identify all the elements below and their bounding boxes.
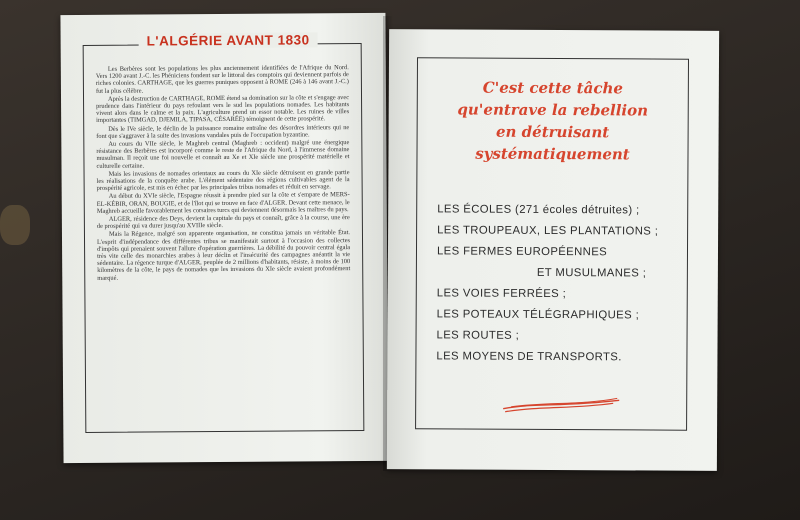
list-item: ET MUSULMANES ;: [536, 266, 647, 280]
left-page-title: L'ALGÉRIE AVANT 1830: [139, 32, 318, 48]
left-frame: [83, 32, 365, 433]
slogan: [417, 76, 687, 165]
list-item: LES POTEAUX TÉLÉGRAPHIQUES ;: [436, 308, 640, 322]
slogan-line: qu'entrave la rebellion: [457, 100, 649, 120]
slogan-line: en détruisant: [495, 122, 610, 142]
list-item: LES TROUPEAUX, LES PLANTATIONS ;: [437, 224, 659, 238]
list-item: LES ROUTES ;: [436, 329, 520, 342]
slogan-line: C'est cette tâche: [482, 78, 623, 98]
list-item: LES FERMES EUROPÉENNES: [436, 245, 608, 259]
list-item: LES MOYENS DE TRANSPORTS.: [436, 350, 622, 364]
paragraph: ALGER, résidence des Deys, devient la capitale du pays et connaît, grâce à la course, une ère de prospérité qui va durer jusqu'au XVIIIe siècle.: [96, 214, 350, 231]
left-page: [60, 13, 388, 463]
list-item: LES VOIES FERRÉES ;: [436, 287, 567, 301]
paragraph: Après la destruction de CARTHAGE, ROME étend sa domination sur la côte et s'engage avec prudence dans l'intérieur du pays refoulant vers le sud les populations nomades. Les habitants vivent alors dans le calme et la paix. L'agriculture prend un essor notable. Les ruines de villes importantes (TIMGAD, DJEMILA, TIPASA, CÉSARÉE) témoignent de cette prospérité.: [96, 93, 350, 125]
paragraph: Dès le IVe siècle, le déclin de la puissance romaine entraîne des désordres intérieurs qui ne font que s'aggraver à la suite des invasions vandales puis de l'occupation byzantine.: [96, 123, 350, 140]
paragraph: Mais la Régence, malgré son apparente organisation, ne constitua jamais un véritable État. L'esprit d'indépendance des différentes tribus se manifestait surtout à l'occasion des collectes d'impôts qui prenaient souvent l'allure d'opération guerrières. La débilité du pouvoir central égala très vite celle des monarchies arabes à leur déclin et l'insécurité des campagnes anéantit la vie sédentaire. La régence turque d'ALGER, peuplée de 2 millions d'habitants, résiste, à moins de 100 kilomètres de la côte, le pays de nomades que les invasions du XIe siècle avaient profondément marqué.: [97, 229, 351, 282]
list-item: LES ÉCOLES (271 écoles détruites) ;: [437, 203, 640, 217]
slogan-line: systématiquement: [475, 144, 630, 164]
paragraph: Au début du XVIe siècle, l'Espagne réussit à prendre pied sur la côte et s'empare de MERS-EL-KÉBIR, ORAN, BOUGIE, et de l'îlot qui se trouve en face d'ALGER. Devant cette menace, le Maghreb accueille favorablement les corsaires turcs qui deviennent désormais les maîtres du pays.: [96, 191, 350, 215]
right-frame: [415, 57, 689, 430]
red-scribble-decoration: [501, 397, 621, 416]
destruction-list: [436, 203, 687, 372]
paragraph: Les Berbères sont les populations les plus anciennement identifiées de l'Afrique du Nord. Vers 1200 avant J.-C. les Phéniciens fondent sur le littoral des comptoirs qui deviennent parfois de riches colonies. CARTHAGE, que les guerres puniques opposent à ROME (246 à 146 avant J.-C.) fut la plus célèbre.: [95, 64, 349, 95]
paragraph: Au cours du VIIe siècle, le Maghreb central (Maghreb : occident) malgré une énergique résistance des Berbères est incorporé comme le reste de l'Afrique du Nord, à l'immense domaine musulman. Il reçoit une foi nouvelle et connaît au Xe et XIe siècle une prospérité matérielle et culturelle certaine.: [96, 139, 350, 170]
right-page: [387, 29, 719, 471]
history-text: [96, 64, 351, 283]
paragraph: Mais les invasions de nomades orientaux au cours du XIe siècle détruisent en grande partie les réalisations de la conquête arabe. L'élément sédentaire des régions cultivables agent de la prospérité agricole, est mis en échec par les principales tribus nomades et réduit en servage.: [96, 168, 350, 193]
